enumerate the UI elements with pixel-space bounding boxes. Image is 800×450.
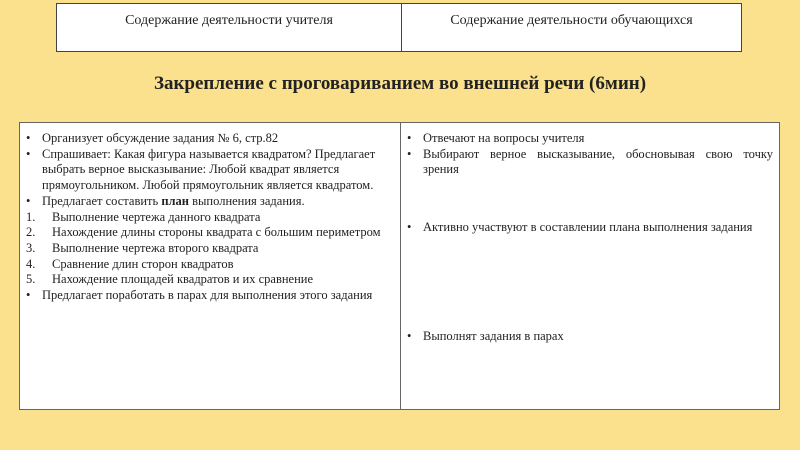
list-item-text: Организует обсуждение задания № 6, стр.82 <box>42 131 279 145</box>
list-item <box>407 147 773 178</box>
bullet-icon: • <box>407 328 412 343</box>
activity-table <box>19 122 780 410</box>
list-item <box>26 131 392 147</box>
list-item-text: Спрашивает: Какая фигура называется квадратом? Предлагает выбрать верное высказывание: Любой квадрат является прямоугольником. Любой прямоугольник является квадратом. <box>42 146 376 193</box>
bullet-icon: • <box>407 220 412 235</box>
list-item-text-end: выполнения задания. <box>189 193 305 208</box>
bullet-icon: • <box>26 288 31 303</box>
list-item-text: Предлагает поработать в парах для выполнения этого задания <box>42 288 373 303</box>
numbered-item <box>26 272 392 288</box>
bullet-icon: • <box>26 193 31 208</box>
student-activities <box>401 123 779 409</box>
teacher-activities <box>20 123 401 409</box>
numbered-item <box>26 257 392 273</box>
list-item <box>26 147 392 194</box>
number-marker: 1. <box>26 209 36 224</box>
numbered-item <box>26 241 392 257</box>
bullet-icon: • <box>407 146 412 161</box>
list-item <box>407 131 773 147</box>
bullet-icon: • <box>26 146 31 161</box>
list-item-text: Выполнят задания в парах <box>423 328 564 343</box>
number-marker: 5. <box>26 272 36 287</box>
numbered-item-text: Выполнение чертежа данного квадрата <box>52 209 261 224</box>
numbered-item-text: Нахождение длины стороны квадрата с большим периметром <box>52 225 381 240</box>
number-marker: 3. <box>26 240 36 255</box>
page-title: Закрепление с проговариванием во внешней речи (6мин) <box>153 73 647 94</box>
numbered-item-text: Сравнение длин сторон квадратов <box>52 256 234 271</box>
list-item <box>26 288 392 304</box>
list-item-text-start: Предлагает составить <box>42 193 162 208</box>
list-item-text: Отвечают на вопросы учителя <box>423 131 585 145</box>
numbered-item-text: Выполнение чертежа второго квадрата <box>52 240 259 255</box>
list-item <box>26 194 392 210</box>
list-item <box>407 329 773 345</box>
number-marker: 4. <box>26 256 36 271</box>
number-marker: 2. <box>26 225 36 240</box>
list-item-text: Активно участвуют в составлении плана выполнения задания <box>423 220 753 235</box>
students-column-header: Содержание деятельности обучающихся <box>450 13 693 28</box>
teacher-column-header: Содержание деятельности учителя <box>57 4 402 51</box>
numbered-item-text: Нахождение площадей квадратов и их сравнение <box>52 272 314 287</box>
numbered-item <box>26 210 392 226</box>
bullet-icon: • <box>26 131 31 145</box>
list-item <box>407 220 773 236</box>
numbered-item <box>26 225 392 241</box>
list-item-text: Выбирают верное высказывание, обосновывая свою точку зрения <box>423 146 773 177</box>
bullet-icon: • <box>407 131 412 145</box>
list-item-bold-word: план <box>161 193 189 208</box>
header-table <box>56 3 742 52</box>
